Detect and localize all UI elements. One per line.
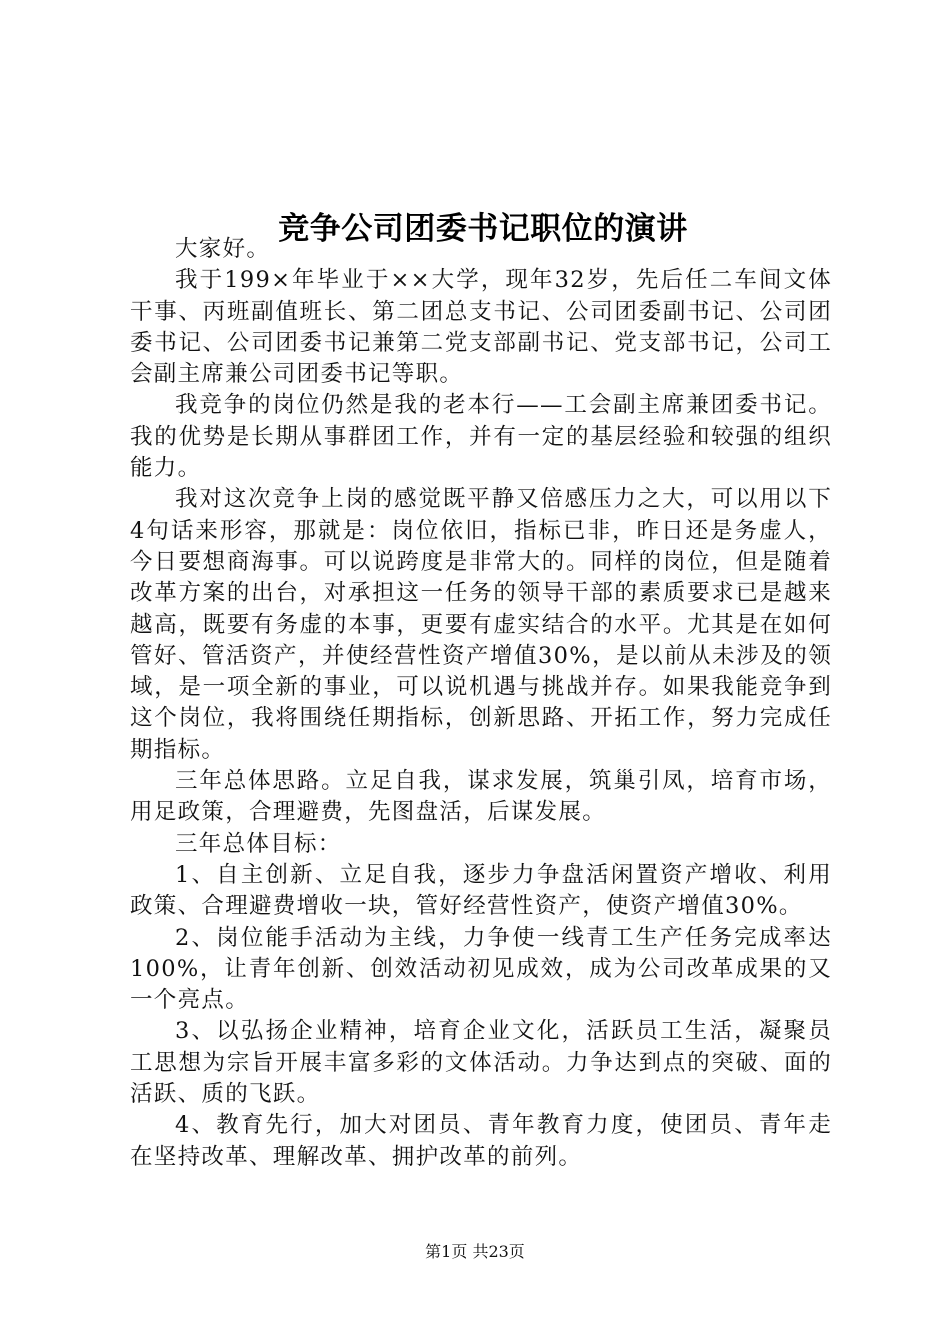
document-body bbox=[130, 234, 832, 1173]
paragraph-goal-2: 2、岗位能手活动为主线，力争使一线青工生产任务完成率达100%，让青年创新、创效活动初见成效，成为公司改革成果的又一个亮点。 bbox=[130, 924, 832, 1014]
page-footer: 第1页 共23页 bbox=[425, 1242, 525, 1261]
paragraph-background: 我于199×年毕业于××大学，现年32岁，先后任二车间文体干事、丙班副值班长、第二团总支书记、公司团委副书记、公司团委书记、公司团委书记兼第二党支部副书记、党支部书记，公司工会副主席兼公司团委书记等职。 bbox=[130, 267, 832, 388]
document-title: 竞争公司团委书记职位的演讲 bbox=[278, 210, 688, 247]
paragraph-position: 我竞争的岗位仍然是我的老本行——工会副主席兼团委书记。我的优势是长期从事群团工作，并有一定的基层经验和较强的组织能力。 bbox=[130, 392, 832, 482]
paragraph-feelings: 我对这次竞争上岗的感觉既平静又倍感压力之大，可以用以下4句话来形容，那就是：岗位依旧，指标已非，昨日还是务虚人，今日要想商海事。可以说跨度是非常大的。同样的岗位，但是随着改革方案的出台，对承担这一任务的领导干部的素质要求已是越来越高，既要有务虚的本事，更要有虚实结合的水平。尤其是在如何管好、管活资产，并使经营性资产增值30%，是以前从未涉及的领域，是一项全新的事业，可以说机遇与挑战并存。如果我能竞争到这个岗位，我将围绕任期指标，创新思路、开拓工作，努力完成任期指标。 bbox=[130, 486, 832, 763]
paragraph-greeting: 大家好。 bbox=[175, 236, 271, 262]
paragraph-goal-1: 1、自主创新、立足自我，逐步力争盘活闲置资产增收、利用政策、合理避费增收一块，管好经营性资产，使资产增值30%。 bbox=[130, 861, 832, 920]
paragraph-goal-3: 3、以弘扬企业精神，培育企业文化，活跃员工生活，凝聚员工思想为宗旨开展丰富多彩的文体活动。力争达到点的突破、面的活跃、质的飞跃。 bbox=[130, 1018, 832, 1108]
paragraph-goals-heading: 三年总体目标： bbox=[175, 830, 342, 857]
paragraph-strategy: 三年总体思路。立足自我，谋求发展，筑巢引凤，培育市场，用足政策，合理避费，先图盘活，后谋发展。 bbox=[130, 768, 832, 826]
paragraph-goal-4: 4、教育先行，加大对团员、青年教育力度，使团员、青年走在坚持改革、理解改革、拥护改革的前列。 bbox=[130, 1112, 832, 1170]
